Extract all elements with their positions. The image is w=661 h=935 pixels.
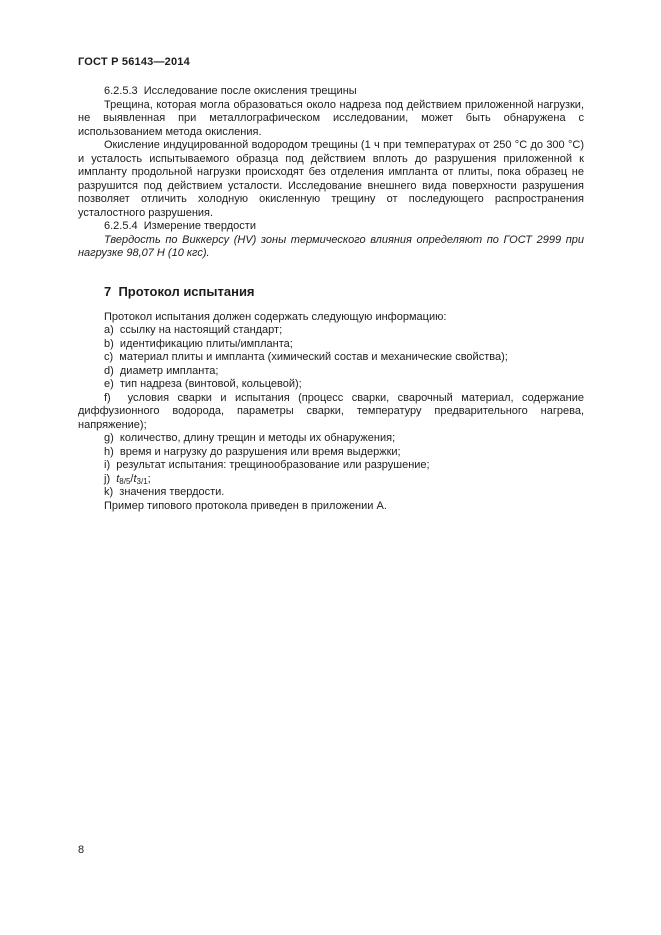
- list-item-j: [78, 473, 584, 487]
- page-number: 8: [78, 844, 85, 856]
- formula-t85-variable: t: [116, 472, 120, 485]
- formula-t85-subscript: 8/5: [119, 476, 131, 486]
- section-7-heading: 7 Протокол испытания: [104, 283, 255, 299]
- document-header: ГОСТ Р 56143—2014: [78, 56, 190, 68]
- paragraph-hardness-note: Твердость по Виккерсу (HV) зоны термического влияния определяют по ГОСТ 2999 при нагрузке 98,07 Н (10 кгс).: [78, 233, 584, 259]
- clause-6253-heading: 6.2.5.3 Исследование после окисления трещины: [104, 85, 357, 97]
- paragraph-crack: Трещина, которая могла образоваться около надреза под действием приложенной нагрузки, не выявленная при металлографическом исследовании, может быть обнаружена с использованием метода окисления.: [78, 98, 584, 138]
- list-item-i: i) результат испытания: трещинообразование или разрушение;: [104, 459, 430, 471]
- paragraph-protocol-intro: Протокол испытания должен содержать следующую информацию:: [104, 310, 447, 323]
- list-item-g: g) количество, длину трещин и методы их обнаружения;: [104, 432, 396, 444]
- paragraph-example: Пример типового протокола приведен в приложении А.: [104, 499, 387, 512]
- list-item-e: e) тип надреза (винтовой, кольцевой);: [104, 378, 302, 390]
- list-item-f: f) условия сварки и испытания (процесс сварки, сварочный материал, содержание диффузионного водорода, параметры сварки, температуру предварительного нагрева, напряжение);: [78, 391, 584, 431]
- formula-t31-subscript: 3/1: [136, 476, 148, 486]
- list-item-j-prefix: j): [104, 472, 117, 485]
- list-item-c: c) материал плиты и импланта (химический состав и механические свойства);: [104, 351, 508, 363]
- paragraph-oxidation: Окисление индуцированной водородом трещины (1 ч при температурах от 250 °С до 300 °С) и усталость испытываемого образца под действием вплоть до разрушения приложенной к импланту продольной нагрузки происходят без отделения импланта от плиты, пока образец не разрушится под действием усталости. Исследование внешнего вида поверхности разрушения позволяет отличить холодную окисленную трещину от последующего распространения усталостного разрушения.: [78, 139, 584, 219]
- list-item-d: d) диаметр импланта;: [104, 364, 219, 377]
- list-item-j-tail: ;: [147, 472, 151, 485]
- list-item-h: h) время и нагрузку до разрушения или время выдержки;: [104, 445, 401, 458]
- formula-slash: /: [130, 472, 134, 485]
- document-body: [78, 85, 584, 513]
- list-item-a: a) ссылку на настоящий стандарт;: [104, 324, 283, 336]
- list-item-k: k) значения твердости.: [104, 486, 225, 498]
- list-item-b: b) идентификацию плиты/импланта;: [104, 337, 293, 350]
- formula-t31-variable: t: [133, 472, 137, 485]
- clause-6254-heading: 6.2.5.4 Измерение твердости: [104, 220, 256, 232]
